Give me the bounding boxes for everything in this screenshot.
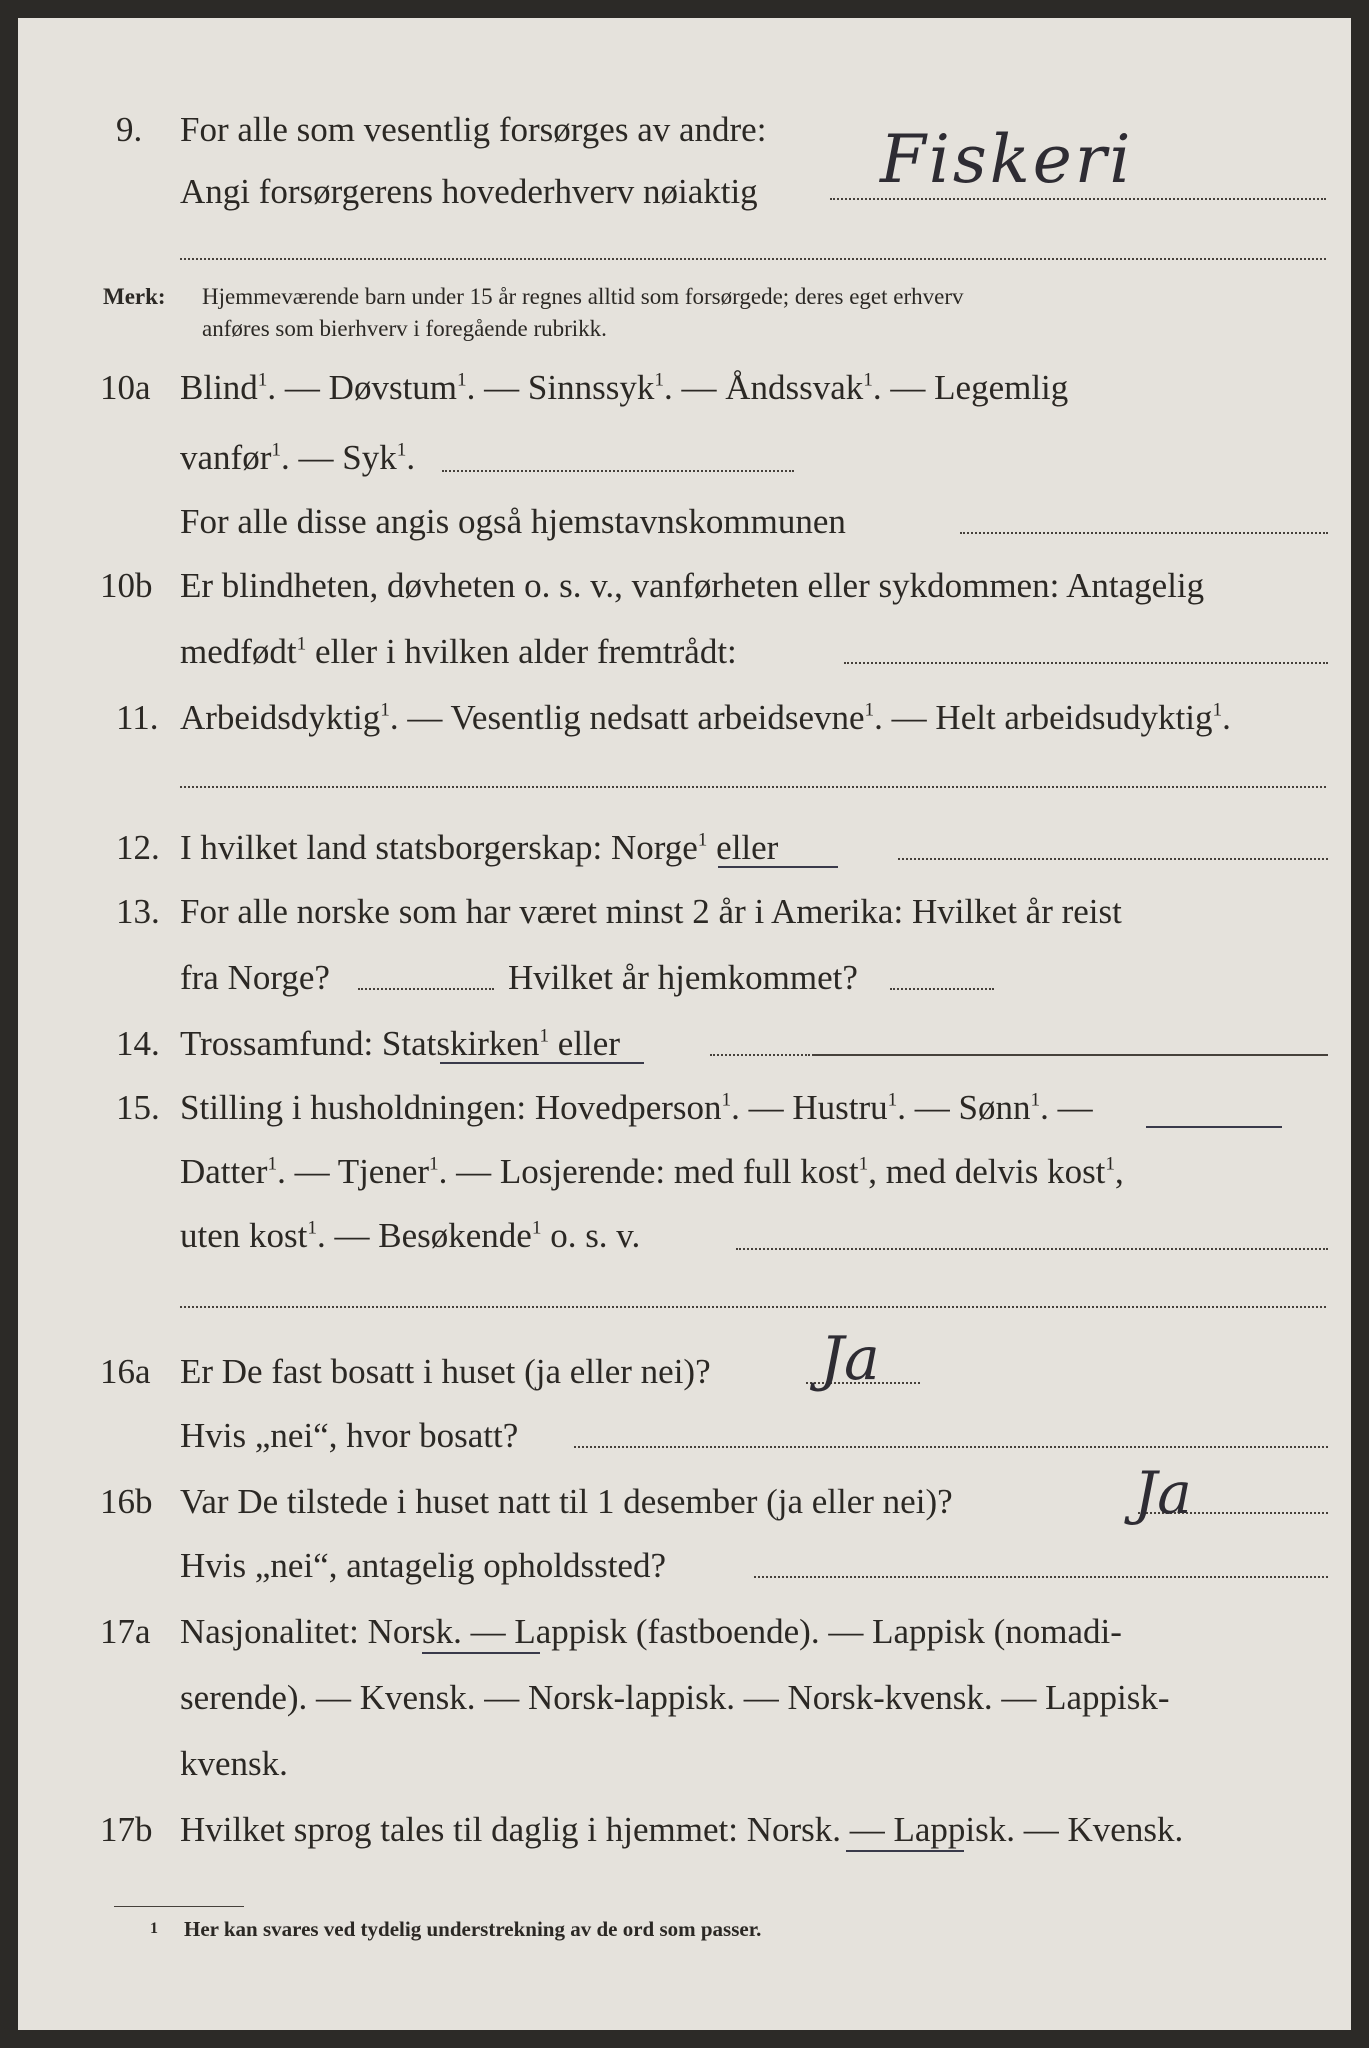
footnote-rule: [114, 1906, 244, 1907]
q11-extra-line: [180, 786, 1326, 788]
q13-line2b: Hvilket år hjemkommet?: [508, 958, 858, 997]
q17b-line1: Hvilket sprog tales til daglig i hjemmet: Norsk. — Lappisk. — Kvensk.: [180, 1810, 1184, 1849]
q15-number: 15.: [116, 1088, 160, 1127]
q13-hjemkommet-line: [890, 988, 994, 990]
q14-answer-line-solid: [812, 1054, 1328, 1056]
q16a-bosatt-line: [574, 1446, 1328, 1448]
q16b-line1: Var De tilstede i huset natt til 1 desember (ja eller nei)?: [180, 1482, 953, 1521]
merk-line2: anføres som bierhverv i foregående rubrikk.: [202, 316, 607, 341]
q17b-norsk-underline: [846, 1850, 964, 1852]
q10a-line3: For alle disse angis også hjemstavnskommunen: [180, 502, 846, 541]
q12-norge-underline: [718, 866, 838, 868]
q14-line1: Trossamfund: Statskirken$^1$ eller: [180, 1024, 620, 1063]
q15-line2: Datter$^1$. — Tjener$^1$. — Losjerende: med full kost$^1$, med delvis kost$^1$,: [180, 1152, 1124, 1191]
q9-handwritten-answer: Fiskeri: [880, 121, 1134, 198]
q16b-opholdssted-line: [754, 1576, 1328, 1578]
q17a-number: 17a: [100, 1612, 151, 1651]
q16a-line2: Hvis „nei“, hvor bosatt?: [180, 1416, 519, 1455]
q16b-line2: Hvis „nei“, antagelig opholdssted?: [180, 1546, 666, 1585]
q16b-handwritten-answer: Ja: [1134, 1459, 1192, 1527]
q17b-number: 17b: [100, 1810, 153, 1849]
q17a-norsk-underline: [422, 1652, 540, 1654]
q10b-answer-line: [844, 662, 1328, 664]
q10a-number: 10a: [100, 368, 151, 407]
q9-line1: For alle som vesentlig forsørges av andre:: [180, 110, 767, 149]
q10b-number: 10b: [100, 566, 153, 605]
q13-reist-line: [358, 988, 494, 990]
q9-extra-line: [180, 258, 1326, 260]
q15-extra-line: [180, 1306, 1326, 1308]
q10a-line2: vanfør$^1$. — Syk$^1$.: [180, 438, 416, 477]
q14-statskirken-underline: [440, 1062, 644, 1064]
merk-label: Merk:: [103, 284, 166, 309]
q16a-line1: Er De fast bosatt i huset (ja eller nei)?: [180, 1352, 711, 1391]
q12-number: 12.: [116, 828, 160, 867]
footnote-text: Her kan svares ved tydelig understrekning av de ord som passer.: [184, 1917, 762, 1941]
q9-number: 9.: [116, 110, 143, 149]
q13-line1: For alle norske som har været minst 2 år i Amerika: Hvilket år reist: [180, 892, 1122, 931]
q17a-line3: kvensk.: [180, 1744, 288, 1783]
q14-number: 14.: [116, 1024, 160, 1063]
q17a-line2: serende). — Kvensk. — Norsk-lappisk. — Norsk-kvensk. — Lappisk-: [180, 1678, 1170, 1717]
q9-line2: Angi forsørgerens hovederhverv nøiaktig: [180, 172, 758, 211]
q17a-line1: Nasjonalitet: Norsk. — Lappisk (fastboende). — Lappisk (nomadi-: [180, 1612, 1122, 1651]
q15-line3: uten kost$^1$. — Besøkende$^1$ o. s. v.: [180, 1216, 641, 1255]
q11-line1: Arbeidsdyktig$^1$. — Vesentlig nedsatt arbeidsevne$^1$. — Helt arbeidsudyktig$^1$.: [180, 698, 1231, 737]
q13-number: 13.: [116, 892, 160, 931]
q10a-line1: Blind$^1$. — Døvstum$^1$. — Sinnssyk$^1$. — Åndssvak$^1$. — Legemlig: [180, 368, 1069, 407]
q14-answer-line-dotted: [710, 1054, 810, 1056]
q15-sonn-underline: [1146, 1126, 1282, 1128]
q10b-line1: Er blindheten, døvheten o. s. v., vanførheten eller sykdommen: Antagelig: [180, 566, 1205, 605]
q12-answer-line: [898, 858, 1328, 860]
q16a-handwritten-answer: Ja: [820, 1324, 880, 1394]
q16a-number: 16a: [100, 1352, 151, 1391]
q16b-number: 16b: [100, 1482, 153, 1521]
q13-line2a: fra Norge?: [180, 958, 330, 997]
q15-line1: Stilling i husholdningen: Hovedperson$^1$. — Hustru$^1$. — Sønn$^1$. —: [180, 1088, 1093, 1127]
merk-line1: Hjemmeværende barn under 15 år regnes alltid som forsørgede; deres eget erhverv: [202, 284, 964, 309]
q10a-answer-line: [442, 470, 794, 472]
q11-number: 11.: [116, 698, 159, 737]
q10a-hjemstavn-line: [960, 532, 1328, 534]
q15-answer-line: [736, 1248, 1328, 1250]
q10b-line2: medfødt$^1$ eller i hvilken alder fremtrådt:: [180, 632, 737, 671]
footnote-mark: 1: [150, 1920, 158, 1937]
q12-line1: I hvilket land statsborgerskap: Norge$^1$ eller: [180, 828, 779, 867]
census-form-page: [18, 18, 1351, 2030]
